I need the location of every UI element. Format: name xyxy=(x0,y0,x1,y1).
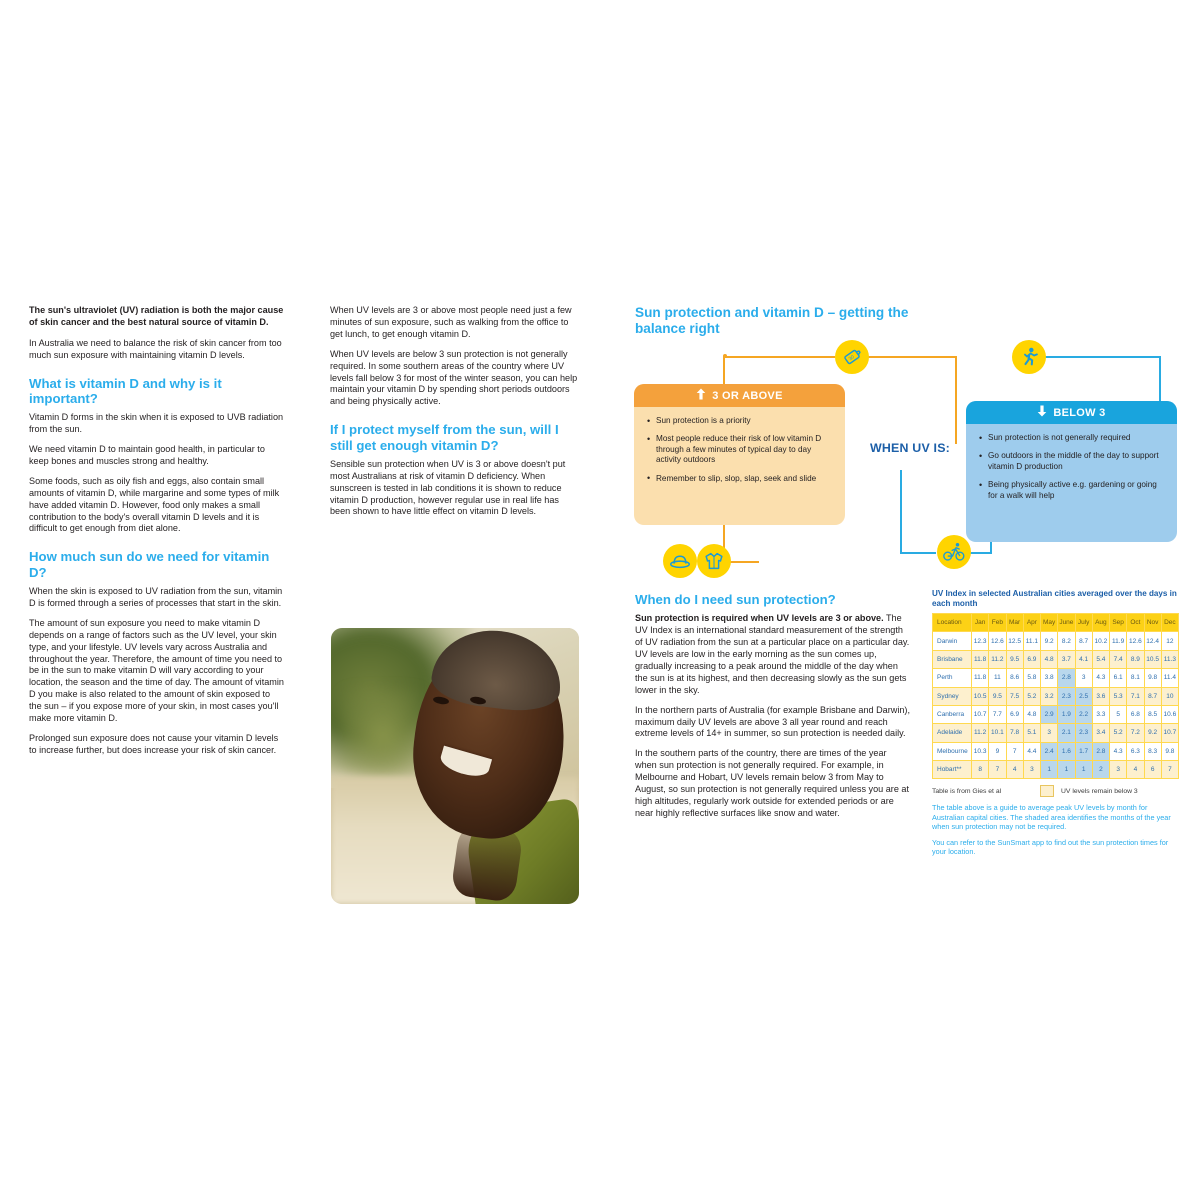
panel-below-three-header xyxy=(966,401,1177,424)
uv-index-table-title: UV Index in selected Australian cities averaged over the days in each month xyxy=(932,589,1177,609)
uv-index-table-body xyxy=(933,632,1179,779)
uv-levels-paragraph-2: When UV levels are below 3 sun protection is not generally required. In some southern areas of the country where UV levels fall below 3 for most of the winter season, you can help maintain your vitamin D by spending short periods outdoors and being physically active. xyxy=(330,348,578,407)
table-cell-location: Sydney xyxy=(933,687,972,705)
table-cell-uv-value: 12.5 xyxy=(1006,632,1023,650)
table-cell-location: Canberra xyxy=(933,705,972,723)
sun-protection-paragraph-3: In the southern parts of the country, there are times of the year when sun protection is not generally required. For example, in Melbourne and Hobart, UV levels remain below 3 from May to August, so sun protection is not generally required unless you are at high altitudes, regularly work outside for extended periods or are near highly reflective surfaces like snow and water. xyxy=(635,748,909,818)
table-cell-uv-value: 9.8 xyxy=(1161,742,1178,760)
table-cell-uv-value: 3.4 xyxy=(1092,724,1109,742)
table-cell-uv-value: 4.1 xyxy=(1075,650,1092,668)
list-item: • Sun protection is a priority xyxy=(647,416,833,426)
table-cell-uv-value: 2.3 xyxy=(1075,724,1092,742)
table-note-1: The table above is a guide to average peak UV levels by month for Australian capital cities. The shaded area identifies the months of the year when sun protection may not be required. xyxy=(932,803,1171,831)
table-cell-uv-value: 11.8 xyxy=(972,650,989,668)
table-cell-uv-value: 6.8 xyxy=(1127,705,1144,723)
table-header-month: Dec xyxy=(1161,614,1178,632)
connector-orange-right-down xyxy=(955,356,957,444)
table-cell-uv-value: 4.8 xyxy=(1023,705,1040,723)
table-cell-uv-value: 7.8 xyxy=(1006,724,1023,742)
table-cell-uv-value: 10.7 xyxy=(972,705,989,723)
table-cell-uv-value: 9.5 xyxy=(1006,650,1023,668)
table-cell-uv-value: 2.5 xyxy=(1075,687,1092,705)
table-cell-uv-value: 1.6 xyxy=(1058,742,1075,760)
column-two xyxy=(330,305,580,526)
table-cell-uv-value: 2.1 xyxy=(1058,724,1075,742)
how-much-sun-paragraph-1: When the skin is exposed to UV radiation from the sun, vitamin D is formed through a series of processes that start in the skin. xyxy=(29,585,283,608)
table-cell-uv-value: 5.3 xyxy=(1110,687,1127,705)
connector-blue-bottom-up xyxy=(990,542,992,554)
table-cell-uv-value: 5.8 xyxy=(1023,669,1040,687)
vitamin-d-paragraph-2: We need vitamin D to maintain good health, in particular to keep bones and muscles strong and healthy. xyxy=(29,444,265,466)
table-cell-uv-value: 10.7 xyxy=(1161,724,1178,742)
table-cell-uv-value: 2.8 xyxy=(1092,742,1109,760)
table-row xyxy=(933,650,1179,668)
sun-protection-paragraph-2: In the northern parts of Australia (for example Brisbane and Darwin), maximum daily UV levels are above 3 all year round and reach extreme levels of 14+ in summer, so sun protection is needed daily. xyxy=(635,704,910,739)
table-header-month: June xyxy=(1058,614,1075,632)
table-cell-uv-value: 7.5 xyxy=(1006,687,1023,705)
table-cell-uv-value: 8.3 xyxy=(1144,742,1161,760)
table-cell-uv-value: 10.1 xyxy=(989,724,1006,742)
svg-text:30: 30 xyxy=(848,354,856,363)
arrow-up-icon xyxy=(696,388,706,403)
table-cell-uv-value: 6.3 xyxy=(1127,742,1144,760)
table-cell-uv-value: 7 xyxy=(1006,742,1023,760)
table-cell-uv-value: 9 xyxy=(989,742,1006,760)
sun-protection-paragraph-1 xyxy=(635,613,910,696)
table-cell-uv-value: 3 xyxy=(1110,761,1127,779)
table-cell-uv-value: 11.9 xyxy=(1110,632,1127,650)
photo-foliage-layer-2 xyxy=(341,689,425,783)
table-cell-uv-value: 11.1 xyxy=(1023,632,1040,650)
table-cell-location: Hobart** xyxy=(933,761,972,779)
table-header-month: Nov xyxy=(1144,614,1161,632)
connector-orange-down-to-box xyxy=(723,356,725,386)
table-cell-uv-value: 1.7 xyxy=(1075,742,1092,760)
table-row xyxy=(933,742,1179,760)
list-item: • Being physically active e.g. gardening or going for a walk will help xyxy=(979,480,1165,501)
sunscreen-tube-icon xyxy=(835,340,869,374)
table-cell-uv-value: 11.8 xyxy=(972,669,989,687)
table-header-month: Oct xyxy=(1127,614,1144,632)
heading-when-do-i-need-sun-protection: When do I need sun protection? xyxy=(635,592,836,607)
table-cell-uv-value: 2.2 xyxy=(1075,705,1092,723)
connector-orange-top-left xyxy=(723,356,835,358)
connector-orange-top-right xyxy=(866,356,957,358)
uv-index-table xyxy=(932,613,1179,779)
table-cell-uv-value: 6.9 xyxy=(1006,705,1023,723)
table-cell-uv-value: 7.2 xyxy=(1127,724,1144,742)
table-cell-uv-value: 6 xyxy=(1144,761,1161,779)
table-row xyxy=(933,687,1179,705)
table-cell-uv-value: 10.5 xyxy=(972,687,989,705)
intro-paragraph: In Australia we need to balance the risk of skin cancer from too much sun exposure with maintaining vitamin D levels. xyxy=(29,337,282,360)
table-cell-uv-value: 9.2 xyxy=(1041,632,1058,650)
protect-paragraph: Sensible sun protection when UV is 3 or above doesn't put most Australians at risk of vitamin D deficiency. When sunscreen is tested in lab conditions it is shown to reduce vitamin D production, however regular use in real life has been shown to have little effect on vitamin D levels. xyxy=(330,458,566,517)
how-much-sun-paragraph-3: Prolonged sun exposure does not cause your vitamin D levels to increase further, but does increase your risk of skin cancer. xyxy=(29,732,279,755)
uv-index-table-head xyxy=(933,614,1179,632)
intro-bold-text: The sun's ultraviolet (UV) radiation is both the major cause of skin cancer and the best natural source of vitamin D. xyxy=(29,305,284,327)
sun-protection-bold-lead: Sun protection is required when UV levels are 3 or above. xyxy=(635,613,884,624)
table-cell-uv-value: 6.9 xyxy=(1023,650,1040,668)
connector-blue-bottom-right xyxy=(968,552,992,554)
table-row xyxy=(933,705,1179,723)
table-cell-uv-value: 4 xyxy=(1006,761,1023,779)
table-cell-uv-value: 9.5 xyxy=(989,687,1006,705)
table-cell-uv-value: 4.3 xyxy=(1110,742,1127,760)
table-cell-uv-value: 5.1 xyxy=(1023,724,1040,742)
table-cell-uv-value: 3 xyxy=(1075,669,1092,687)
table-cell-uv-value: 2 xyxy=(1092,761,1109,779)
table-cell-uv-value: 11.2 xyxy=(989,650,1006,668)
table-header-month: Apr xyxy=(1023,614,1040,632)
table-cell-uv-value: 1 xyxy=(1041,761,1058,779)
uv-index-table-notes xyxy=(932,803,1179,855)
table-cell-uv-value: 11.4 xyxy=(1161,669,1178,687)
list-item: • Sun protection is not generally required xyxy=(979,433,1165,443)
diagram-title xyxy=(635,305,935,337)
vitamin-d-paragraph-3: Some foods, such as oily fish and eggs, also contain small amounts of vitamin D, while margarine and some types of milk have added vitamin D. However, food only makes a small contribution to the body's overall vitamin D levels and it is difficult to get enough from diet alone. xyxy=(29,475,280,534)
arrow-down-icon xyxy=(1037,405,1047,420)
table-cell-uv-value: 3.6 xyxy=(1092,687,1109,705)
table-cell-uv-value: 8.5 xyxy=(1144,705,1161,723)
panel-three-or-above xyxy=(634,384,845,525)
heading-how-much-sun: How much sun do we need for vitamin D? xyxy=(29,549,270,580)
heading-if-i-protect-myself: If I protect myself from the sun, will I still get enough vitamin D? xyxy=(330,422,559,453)
connector-blue-top-down xyxy=(1159,356,1161,404)
table-cell-uv-value: 7 xyxy=(989,761,1006,779)
uv-levels-paragraph-1: When UV levels are 3 or above most people need just a few minutes of sun exposure, such as walking from the office to get lunch, to get enough vitamin D. xyxy=(330,305,572,339)
table-row xyxy=(933,632,1179,650)
table-cell-uv-value: 10.3 xyxy=(972,742,989,760)
table-cell-uv-value: 4.4 xyxy=(1023,742,1040,760)
table-cell-uv-value: 1 xyxy=(1058,761,1075,779)
vitamin-d-paragraph-1: Vitamin D forms in the skin when it is exposed to UVB radiation from the sun. xyxy=(29,412,284,435)
table-row xyxy=(933,669,1179,687)
table-header-month: Mar xyxy=(1006,614,1023,632)
table-cell-uv-value: 3 xyxy=(1023,761,1040,779)
table-cell-uv-value: 5.2 xyxy=(1110,724,1127,742)
table-cell-uv-value: 12.4 xyxy=(1144,632,1161,650)
table-note-2: You can refer to the SunSmart app to find out the sun protection times for your location. xyxy=(932,837,1169,856)
panel-three-or-above-bullets xyxy=(634,407,845,484)
table-cell-uv-value: 1.9 xyxy=(1058,705,1075,723)
diagram-title-text: Sun protection and vitamin D – getting the balance right xyxy=(635,305,909,336)
table-cell-uv-value: 8.9 xyxy=(1127,650,1144,668)
table-cell-uv-value: 10.5 xyxy=(1144,650,1161,668)
table-cell-uv-value: 12 xyxy=(1161,632,1178,650)
uv-index-table-legend xyxy=(932,785,1179,797)
table-cell-uv-value: 4.3 xyxy=(1092,669,1109,687)
table-cell-uv-value: 5.4 xyxy=(1092,650,1109,668)
connector-orange-corner-a xyxy=(723,354,727,358)
connector-blue-left-vert xyxy=(900,470,902,554)
table-cell-location: Darwin xyxy=(933,632,972,650)
table-header-month: Aug xyxy=(1092,614,1109,632)
table-header-month: July xyxy=(1075,614,1092,632)
legend-swatch xyxy=(1040,785,1054,797)
table-cell-location: Perth xyxy=(933,669,972,687)
table-cell-uv-value: 11 xyxy=(989,669,1006,687)
table-cell-uv-value: 10.2 xyxy=(1092,632,1109,650)
long-sleeve-shirt-icon xyxy=(697,544,731,578)
table-header-location: Location xyxy=(933,614,972,632)
table-cell-uv-value: 5 xyxy=(1110,705,1127,723)
sun-hat-icon xyxy=(663,544,697,578)
panel-below-three xyxy=(966,401,1177,542)
table-header-row xyxy=(933,614,1179,632)
table-cell-uv-value: 2.9 xyxy=(1041,705,1058,723)
table-cell-uv-value: 8.2 xyxy=(1058,632,1075,650)
table-cell-uv-value: 3.2 xyxy=(1041,687,1058,705)
table-header-month: Sep xyxy=(1110,614,1127,632)
table-cell-uv-value: 9.2 xyxy=(1144,724,1161,742)
table-cell-uv-value: 11.3 xyxy=(1161,650,1178,668)
panel-three-or-above-header xyxy=(634,384,845,407)
table-header-month: Jan xyxy=(972,614,989,632)
running-person-icon xyxy=(1012,340,1046,374)
table-cell-uv-value: 7.1 xyxy=(1127,687,1144,705)
how-much-sun-paragraph-2: The amount of sun exposure you need to make vitamin D depends on a range of factors such as the UV level, your skin type, and your lifestyle. UV levels vary across Australia and throughout the year. Therefore, the amount of time you need to be in the sun to make vitamin D will vary according to your location, the season and the time of day. The amount of vitamin D you make is also related to the amount of skin exposed to the sun – if you expose more of your skin, in most cases you'll make more vitamin D. xyxy=(29,617,284,724)
table-cell-uv-value: 2.3 xyxy=(1058,687,1075,705)
table-cell-location: Brisbane xyxy=(933,650,972,668)
table-cell-uv-value: 2.8 xyxy=(1058,669,1075,687)
table-cell-uv-value: 12.3 xyxy=(972,632,989,650)
legend-label: UV levels remain below 3 xyxy=(1061,787,1138,795)
table-cell-uv-value: 5.2 xyxy=(1023,687,1040,705)
list-item: • Most people reduce their risk of low vitamin D through a few minutes of typical day to day activity outdoors xyxy=(647,434,833,465)
when-uv-is-label: WHEN UV IS: xyxy=(870,441,950,455)
sun-protection-paragraph-1-rest: The UV Index is an international standard measurement of the strength of UV radiation from the sun at a particular place on a particular day. UV levels are low in the early morning as the sun comes up, gradually increasing to a peak around the middle of the day when the sun is at its highest, and then decreasing slowly as the sun gets lower in the sky. xyxy=(635,613,910,695)
list-item: • Remember to slip, slop, slap, seek and slide xyxy=(647,474,833,484)
column-one xyxy=(29,305,285,765)
uv-index-table-block xyxy=(932,589,1179,863)
table-header-month: Feb xyxy=(989,614,1006,632)
table-row xyxy=(933,724,1179,742)
table-cell-uv-value: 8.7 xyxy=(1075,632,1092,650)
table-cell-uv-value: 8 xyxy=(972,761,989,779)
table-cell-uv-value: 12.6 xyxy=(1127,632,1144,650)
table-cell-uv-value: 8.1 xyxy=(1127,669,1144,687)
table-cell-uv-value: 12.6 xyxy=(989,632,1006,650)
table-cell-uv-value: 3 xyxy=(1041,724,1058,742)
table-cell-location: Adelaide xyxy=(933,724,972,742)
table-cell-uv-value: 8.7 xyxy=(1144,687,1161,705)
table-cell-uv-value: 7 xyxy=(1161,761,1178,779)
connector-blue-bottom-left xyxy=(900,552,936,554)
table-cell-uv-value: 10.6 xyxy=(1161,705,1178,723)
connector-blue-top xyxy=(1029,356,1161,358)
table-cell-uv-value: 10 xyxy=(1161,687,1178,705)
table-cell-uv-value: 4.8 xyxy=(1041,650,1058,668)
column-three xyxy=(635,592,910,828)
table-cell-uv-value: 6.1 xyxy=(1110,669,1127,687)
table-cell-uv-value: 3.7 xyxy=(1058,650,1075,668)
table-row xyxy=(933,761,1179,779)
heading-what-is-vitamin-d: What is vitamin D and why is it important? xyxy=(29,375,222,406)
table-cell-location: Melbourne xyxy=(933,742,972,760)
table-source-label: Table is from Gies et al xyxy=(932,787,1002,795)
cyclist-icon xyxy=(937,535,971,569)
table-cell-uv-value: 7.7 xyxy=(989,705,1006,723)
panel-three-or-above-title: 3 OR ABOVE xyxy=(712,389,783,402)
list-item: • Go outdoors in the middle of the day to support vitamin D production xyxy=(979,451,1165,472)
panel-below-three-bullets xyxy=(966,424,1177,501)
table-cell-uv-value: 7.4 xyxy=(1110,650,1127,668)
table-cell-uv-value: 3.3 xyxy=(1092,705,1109,723)
photo-smiling-man xyxy=(331,628,579,904)
table-cell-uv-value: 4 xyxy=(1127,761,1144,779)
table-cell-uv-value: 8.6 xyxy=(1006,669,1023,687)
table-cell-uv-value: 9.8 xyxy=(1144,669,1161,687)
table-cell-uv-value: 11.2 xyxy=(972,724,989,742)
table-cell-uv-value: 3.8 xyxy=(1041,669,1058,687)
table-cell-uv-value: 2.4 xyxy=(1041,742,1058,760)
panel-below-three-title: BELOW 3 xyxy=(1053,406,1106,419)
table-cell-uv-value: 1 xyxy=(1075,761,1092,779)
table-header-month: May xyxy=(1041,614,1058,632)
